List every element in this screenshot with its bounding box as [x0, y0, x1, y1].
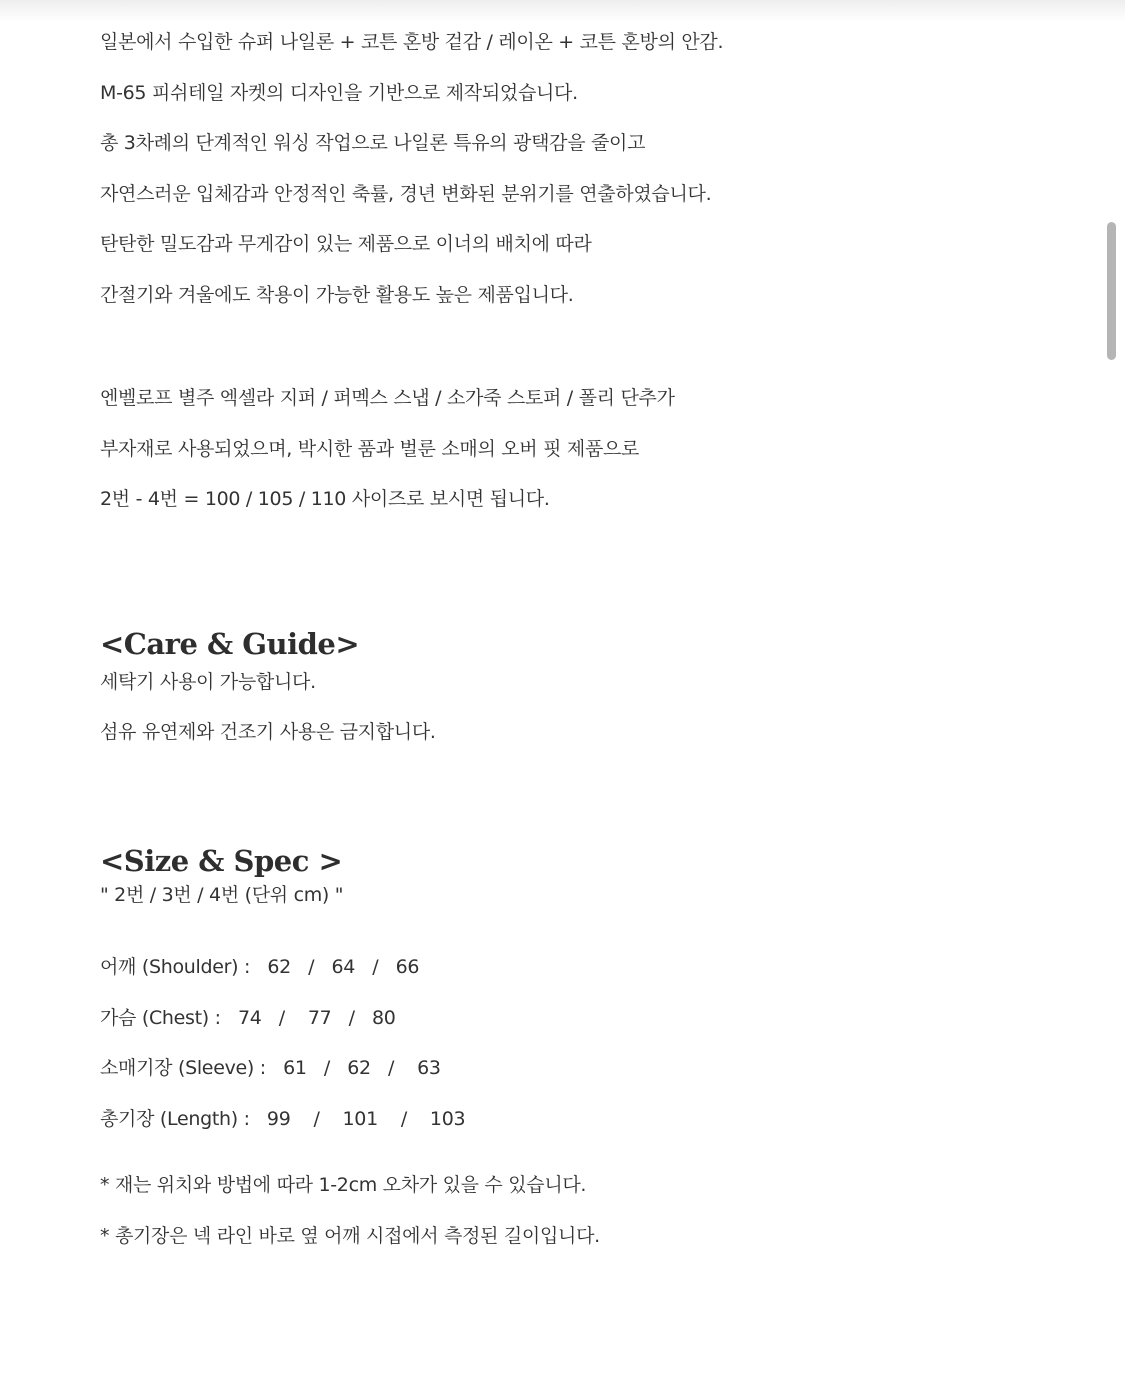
measurement-note: * 재는 위치와 방법에 따라 1-2cm 오차가 있을 수 있습니다. — [100, 1174, 587, 1196]
measurement-notes — [100, 1173, 1060, 1274]
vertical-scrollbar[interactable] — [1107, 222, 1116, 360]
details-line: 부자재로 사용되었으며, 박시한 품과 벌룬 소매의 오버 핏 제품으로 — [100, 437, 640, 460]
size-row-sleeve: 소매기장 (Sleeve) : 61 / 62 / 63 — [100, 1057, 441, 1079]
size-unit-note: " 2번 / 3번 / 4번 (단위 cm) " — [100, 883, 344, 906]
care-guide-heading: <Care & Guide> — [100, 626, 360, 661]
top-edge — [0, 0, 1125, 22]
size-table — [100, 955, 1060, 1157]
care-instructions — [100, 670, 1060, 771]
measurement-note: * 총기장은 넥 라인 바로 옆 어깨 시접에서 측정된 길이입니다. — [100, 1224, 600, 1247]
intro-line: 탄탄한 밀도감과 무게감이 있는 제품으로 이너의 배치에 따라 — [100, 233, 592, 255]
care-line: 섬유 유연제와 건조기 사용은 금지합니다. — [100, 721, 436, 743]
size-spec-heading: <Size & Spec > — [100, 843, 343, 878]
intro-line: 총 3차례의 단계적인 워싱 작업으로 나일론 특유의 광택감을 줄이고 — [100, 132, 646, 154]
details-paragraph — [100, 386, 1060, 538]
product-description — [100, 30, 1060, 1274]
size-row-chest: 가슴 (Chest) : 74 / 77 / 80 — [100, 1006, 396, 1029]
details-line: 2번 - 4번 = 100 / 105 / 110 사이즈로 보시면 됩니다. — [100, 488, 550, 510]
intro-paragraph — [100, 30, 1060, 333]
size-row-length: 총기장 (Length) : 99 / 101 / 103 — [100, 1107, 466, 1130]
care-line: 세탁기 사용이 가능합니다. — [100, 670, 316, 693]
intro-line: 자연스러운 입체감과 안정적인 축률, 경년 변화된 분위기를 연출하였습니다. — [100, 182, 712, 205]
intro-line: M-65 피쉬테일 자켓의 디자인을 기반으로 제작되었습니다. — [100, 81, 578, 104]
intro-line: 일본에서 수입한 슈퍼 나일론 + 코튼 혼방 겉감 / 레이온 + 코튼 혼방의 안감. — [100, 31, 724, 53]
details-line: 엔벨로프 별주 엑셀라 지퍼 / 퍼멕스 스냅 / 소가죽 스토퍼 / 폴리 단추가 — [100, 387, 675, 409]
intro-line: 간절기와 겨울에도 착용이 가능한 활용도 높은 제품입니다. — [100, 283, 574, 306]
size-row-shoulder: 어깨 (Shoulder) : 62 / 64 / 66 — [100, 956, 420, 978]
